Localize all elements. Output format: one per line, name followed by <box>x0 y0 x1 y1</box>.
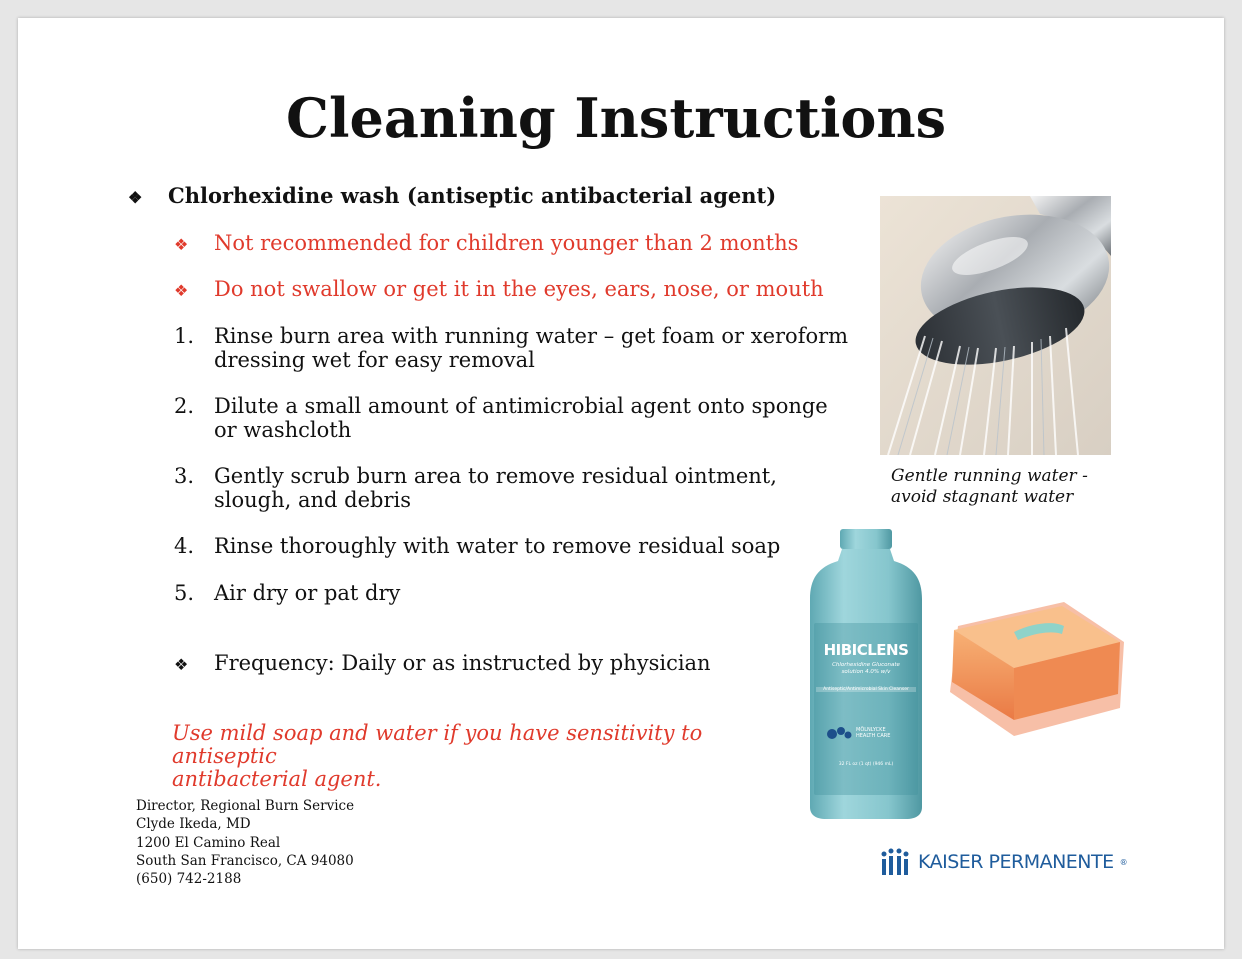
sponge-photo <box>944 596 1130 740</box>
registered-mark: ® <box>1119 857 1128 867</box>
note-line: antibacterial agent. <box>172 767 382 791</box>
step-text: Rinse burn area with running water – get foam or xeroform <box>214 324 849 348</box>
page-title: Cleaning Instructions <box>285 86 947 150</box>
address-line: (650) 742-2188 <box>136 871 242 888</box>
step-number: 3. <box>174 464 195 488</box>
step-text: Rinse thoroughly with water to remove residual soap <box>214 534 781 558</box>
diamond-bullet-icon: ❖ <box>174 235 189 254</box>
address-line: Director, Regional Burn Service <box>136 798 355 814</box>
bottle-brand: HIBICLENS <box>823 641 909 659</box>
molnlycke-logo-icon <box>826 725 852 741</box>
bottle-ingredient <box>814 662 918 676</box>
bottle-maker <box>826 725 890 741</box>
address-line: South San Francisco, CA 94080 <box>136 852 354 869</box>
logo-text: KAISER PERMANENTE <box>918 851 1114 873</box>
step-number: 5. <box>174 581 195 605</box>
note-line: Use mild soap and water if you have sensitivity to antiseptic <box>172 721 703 768</box>
main-bullet-text: Chlorhexidine wash (antiseptic antibacterial agent) <box>168 183 777 208</box>
step-text: or washcloth <box>214 418 352 442</box>
bottle-label-line: solution 4.0% w/v <box>841 669 891 675</box>
bottle-volume: 32 FL oz (1 qt) (946 mL) <box>838 762 894 767</box>
photo-caption <box>891 466 1121 508</box>
step-number: 2. <box>174 394 195 418</box>
maker-line: HEALTH CARE <box>856 733 891 739</box>
frequency-text: Frequency: Daily or as instructed by physician <box>214 651 711 675</box>
address-line: Clyde Ikeda, MD <box>136 816 251 833</box>
diamond-bullet-icon: ❖ <box>128 188 143 207</box>
hibiclens-bottle-photo <box>806 527 926 820</box>
warning-text: Not recommended for children younger than 2 months <box>214 231 799 255</box>
step-text: slough, and debris <box>214 488 411 512</box>
maker-text <box>856 727 890 739</box>
diamond-bullet-icon: ❖ <box>174 281 189 300</box>
step-text: Dilute a small amount of antimicrobial agent onto sponge <box>214 394 828 418</box>
caption-line: Gentle running water - <box>891 466 1088 486</box>
step-number: 1. <box>174 324 195 348</box>
bottle-label-line: Antiseptic/Antimicrobial Skin Cleanser <box>816 687 916 692</box>
step-number: 4. <box>174 534 195 558</box>
step-text: Air dry or pat dry <box>214 581 401 605</box>
step-text: dressing wet for easy removal <box>214 348 535 372</box>
bottle-label-line: Chlorhexidine Gluconate <box>832 662 900 668</box>
contact-address <box>136 797 354 888</box>
caption-line: avoid stagnant water <box>891 487 1074 507</box>
maker-line: MÖLNLYCKE <box>856 727 886 733</box>
sensitivity-note <box>172 722 812 791</box>
diamond-bullet-icon: ❖ <box>174 655 189 674</box>
kaiser-permanente-logo <box>878 848 1127 876</box>
address-line: 1200 El Camino Real <box>136 834 281 851</box>
warning-text: Do not swallow or get it in the eyes, ears, nose, or mouth <box>214 277 824 301</box>
step-text: Gently scrub burn area to remove residual ointment, <box>214 464 777 488</box>
shower-head-photo <box>880 196 1111 455</box>
kaiser-logo-icon <box>878 848 912 876</box>
